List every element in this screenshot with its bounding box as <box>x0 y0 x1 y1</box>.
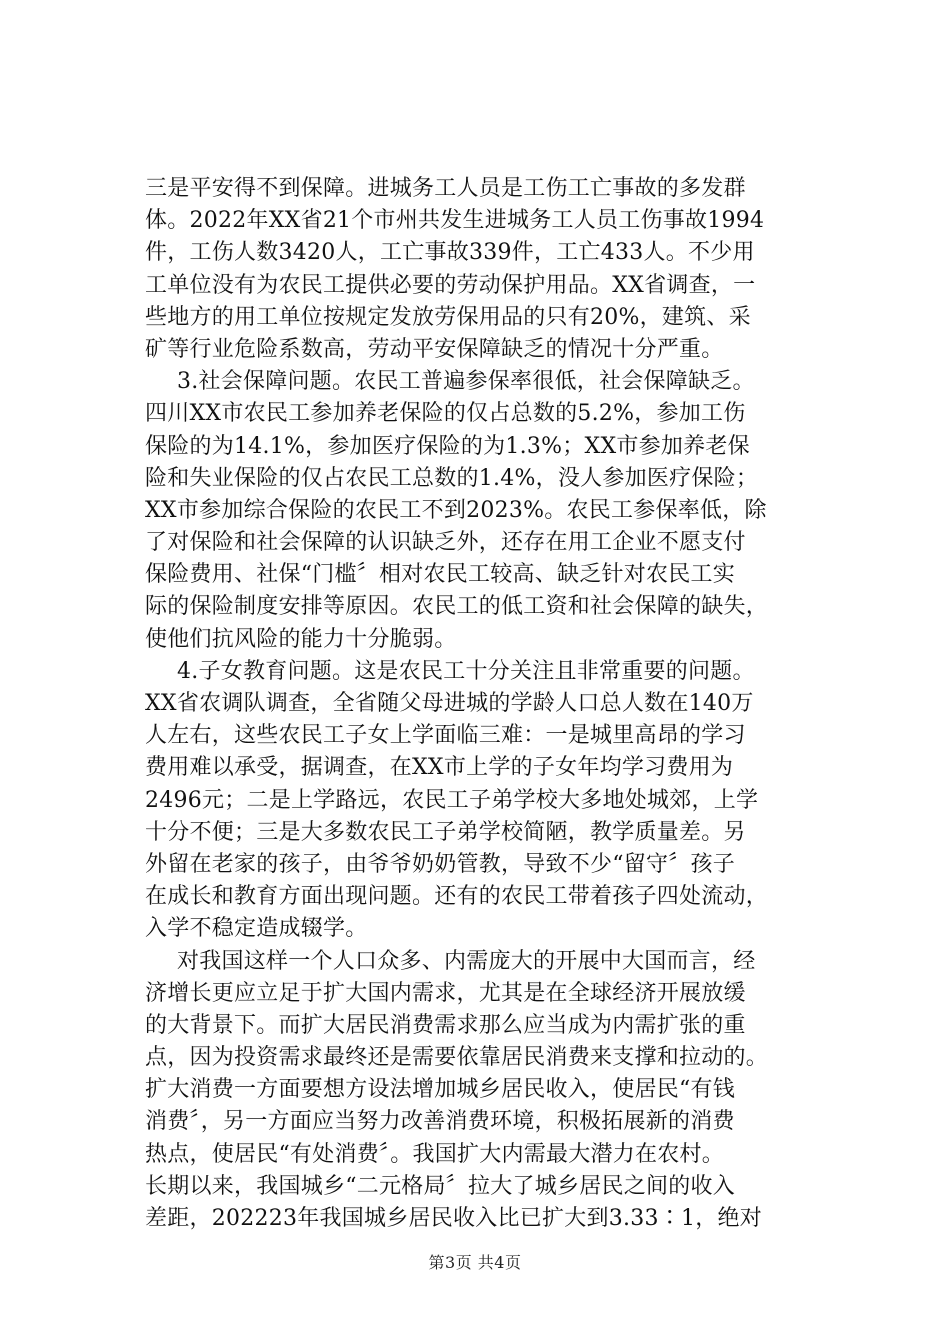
text-line: 费用难以承受，据调查，在XX市上学的子女年均学习费用为 <box>145 755 734 781</box>
text-line: 保险费用、社保“门槛〞相对农民工较高、缺乏针对农民工实 <box>145 562 735 588</box>
text-line: 使他们抗风险的能力十分脆弱。 <box>145 626 457 652</box>
text-line: XX市参加综合保险的农民工不到2023%。农民工参保率低，除 <box>145 497 767 523</box>
text-line: 济增长更应立足于扩大国内需求，尤其是在全球经济开展放缓 <box>145 980 746 1006</box>
text-line: 人左右，这些农民工子女上学面临三难：一是城里高昂的学习 <box>145 723 746 749</box>
text-line: 险和失业保险的仅占农民工总数的1.4%，没人参加医疗保险； <box>145 465 759 491</box>
text-line: 热点，使居民“有处消费〞。我国扩大内需最大潜力在农村。 <box>145 1141 724 1167</box>
text-line: 的大背景下。而扩大居民消费需求那么应当成为内需扩张的重 <box>145 1012 746 1038</box>
text-line: 对我国这样一个人口众多、内需庞大的开展中大国而言，经 <box>177 948 756 974</box>
text-line: 消费〞，另一方面应当努力改善消费环境，积极拓展新的消费 <box>145 1109 735 1135</box>
text-line: 体。2022年XX省21个市州共发生进城务工人员工伤事故1994 <box>145 208 765 234</box>
text-line: 三是平安得不到保障。进城务工人员是工伤工亡事故的多发群 <box>145 176 746 201</box>
text-line: XX省农调队调查，全省随父母进城的学龄人口总人数在140万 <box>145 691 754 716</box>
text-line: 保险的为14.1%，参加医疗保险的为1.3%；XX市参加养老保 <box>145 433 750 459</box>
text-line: 四川XX市农民工参加养老保险的仅占总数的5.2%，参加工伤 <box>145 401 746 427</box>
text-line: 外留在老家的孩子，由爷爷奶奶管教，导致不少“留守〞孩子 <box>145 851 735 877</box>
text-line: 点，因为投资需求最终还是需要依靠居民消费来支撑和拉动的。 <box>145 1045 769 1071</box>
page-footer: 第3页 共4页 <box>428 1253 522 1272</box>
text-line: 际的保险制度安排等原因。农民工的低工资和社会保障的缺失， <box>145 594 769 620</box>
text-line: 4.子女教育问题。这是农民工十分关注且非常重要的问题。 <box>177 658 755 684</box>
text-line: 入学不稳定造成辍学。 <box>145 916 368 942</box>
text-line: 工单位没有为农民工提供必要的劳动保护用品。XX省调查，一 <box>145 272 756 298</box>
text-line: 在成长和教育方面出现问题。还有的农民工带着孩子四处流动， <box>145 884 769 910</box>
text-line: 些地方的用工单位按规定发放劳保用品的只有20%，建筑、采 <box>145 304 751 330</box>
text-line: 2496元；二是上学路远，农民工子弟学校大多地处城郊，上学 <box>145 787 759 813</box>
text-line: 差距，202223年我国城乡居民收入比已扩大到3.33∶1，绝对 <box>145 1206 762 1231</box>
text-line: 3.社会保障问题。农民工普遍参保率很低，社会保障缺乏。 <box>177 369 755 395</box>
text-line: 长期以来，我国城乡“二元格局〞拉大了城乡居民之间的收入 <box>145 1173 735 1199</box>
text-line: 扩大消费一方面要想方设法增加城乡居民收入，使居民“有钱 <box>145 1077 735 1103</box>
text-line: 十分不便；三是大多数农民工子弟学校简陋，教学质量差。另 <box>145 819 746 845</box>
text-line: 件，工伤人数3420人，工亡事故339件，工亡433人。不少用 <box>145 240 755 266</box>
document-body <box>145 173 840 1235</box>
text-line: 矿等行业危险系数高，劳动平安保障缺乏的情况十分严重。 <box>145 336 724 362</box>
text-line: 了对保险和社会保障的认识缺乏外，还存在用工企业不愿支付 <box>145 530 746 556</box>
